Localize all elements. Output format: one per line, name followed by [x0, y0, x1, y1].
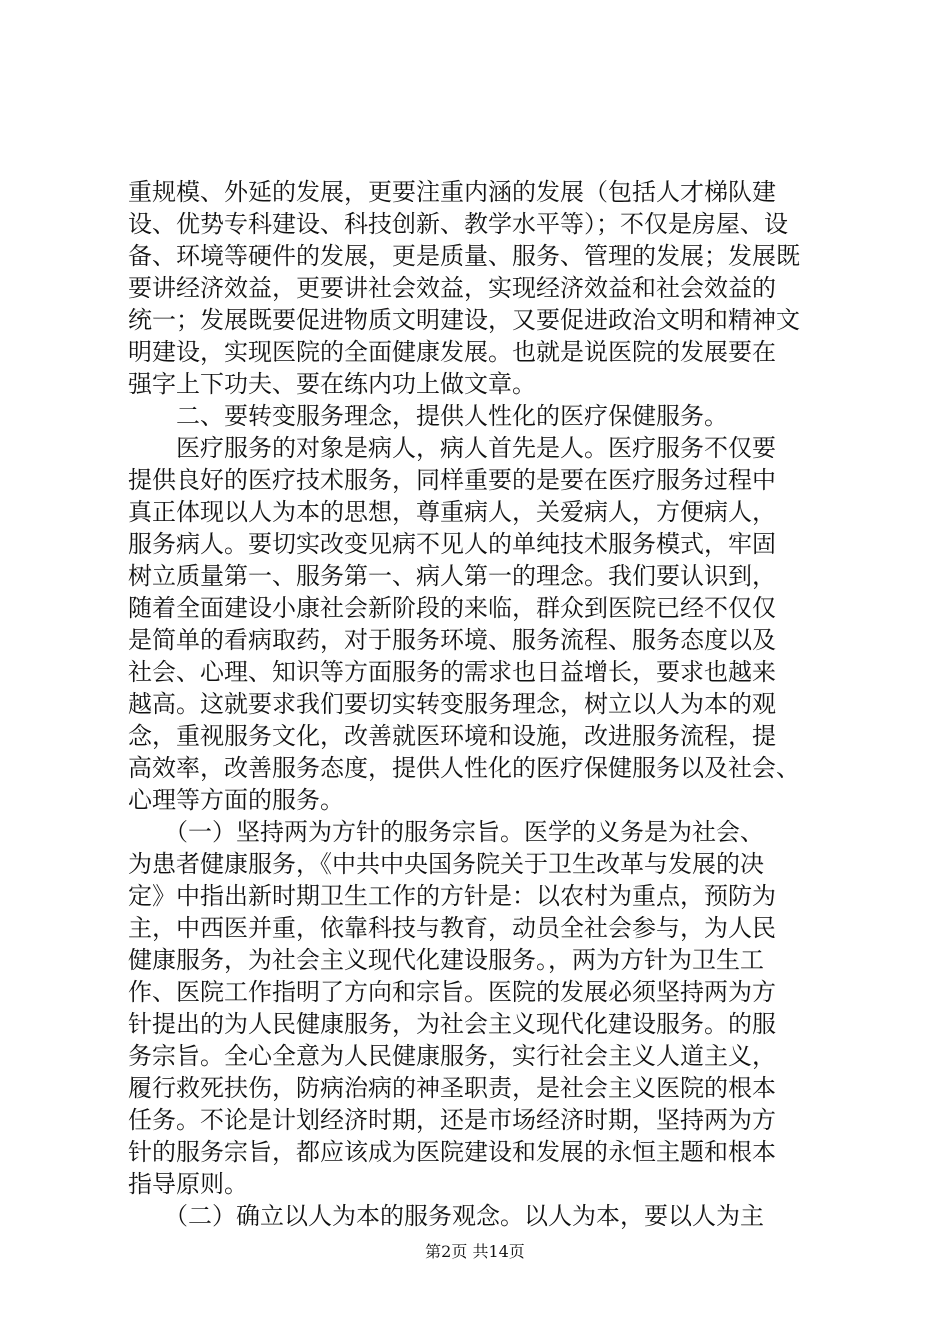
text-line: 真正体现以人为本的思想，尊重病人，关爱病人，方便病人，: [128, 498, 776, 526]
text-line: 作、医院工作指明了方向和宗旨。医院的发展必须坚持两为方: [128, 978, 776, 1006]
text-line: 备、环境等硬件的发展，更是质量、服务、管理的发展；发展既: [128, 242, 800, 270]
text-line: 健康服务，为社会主义现代化建设服务。，两为方针为卫生工: [128, 946, 764, 974]
text-line: 履行救死扶伤，防病治病的神圣职责，是社会主义医院的根本: [128, 1074, 776, 1102]
text-line: 树立质量第一、服务第一、病人第一的理念。我们要认识到，: [128, 562, 776, 590]
text-line: 任务。不论是计划经济时期，还是市场经济时期，坚持两为方: [128, 1106, 776, 1134]
subsection-heading: （一）坚持两为方针的服务宗旨。医学的义务是为社会、: [128, 818, 764, 846]
text-line: 高效率，改善服务态度，提供人性化的医疗保健服务以及社会、: [128, 754, 800, 782]
text-line: 强字上下功夫、要在练内功上做文章。: [128, 370, 536, 398]
text-line: 要讲经济效益，更要讲社会效益，实现经济效益和社会效益的: [128, 274, 776, 302]
text-line: 为患者健康服务，《中共中央国务院关于卫生改革与发展的决: [128, 850, 764, 878]
text-line: 医疗服务的对象是病人，病人首先是人。医疗服务不仅要: [128, 434, 776, 462]
text-line: 主，中西医并重，依靠科技与教育，动员全社会参与，为人民: [128, 914, 776, 942]
text-line: 提供良好的医疗技术服务，同样重要的是要在医疗服务过程中: [128, 466, 776, 494]
text-line: 统一；发展既要促进物质文明建设，又要促进政治文明和精神文: [128, 306, 800, 334]
text-line: 指导原则。: [128, 1170, 248, 1198]
text-line: 定》中指出新时期卫生工作的方针是：以农村为重点，预防为: [128, 882, 776, 910]
text-line: 针的服务宗旨，都应该成为医院建设和发展的永恒主题和根本: [128, 1138, 776, 1166]
text-line: 务宗旨。全心全意为人民健康服务，实行社会主义人道主义，: [128, 1042, 776, 1070]
text-line: 重规模、外延的发展，更要注重内涵的发展（包括人才梯队建: [128, 178, 776, 206]
text-line: 心理等方面的服务。: [128, 786, 344, 814]
text-line: 服务病人。要切实改变见病不见人的单纯技术服务模式，牢固: [128, 530, 776, 558]
text-line: 明建设，实现医院的全面健康发展。也就是说医院的发展要在: [128, 338, 776, 366]
text-line: 设、优势专科建设、科技创新、教学水平等）；不仅是房屋、设: [128, 210, 788, 238]
text-line: 念，重视服务文化，改善就医环境和设施，改进服务流程，提: [128, 722, 776, 750]
text-line: 社会、心理、知识等方面服务的需求也日益增长，要求也越来: [128, 658, 776, 686]
section-heading: 二、要转变服务理念，提供人性化的医疗保健服务。: [128, 402, 728, 430]
text-line: 越高。这就要求我们要切实转变服务理念，树立以人为本的观: [128, 690, 776, 718]
page-number-footer: 第2页 共14页: [425, 1242, 525, 1261]
text-line: 随着全面建设小康社会新阶段的来临，群众到医院已经不仅仅: [128, 594, 776, 622]
text-line: 针提出的为人民健康服务，为社会主义现代化建设服务。的服: [128, 1010, 776, 1038]
subsection-heading: （二）确立以人为本的服务观念。以人为本，要以人为主: [128, 1202, 764, 1230]
text-line: 是简单的看病取药，对于服务环境、服务流程、服务态度以及: [128, 626, 776, 654]
